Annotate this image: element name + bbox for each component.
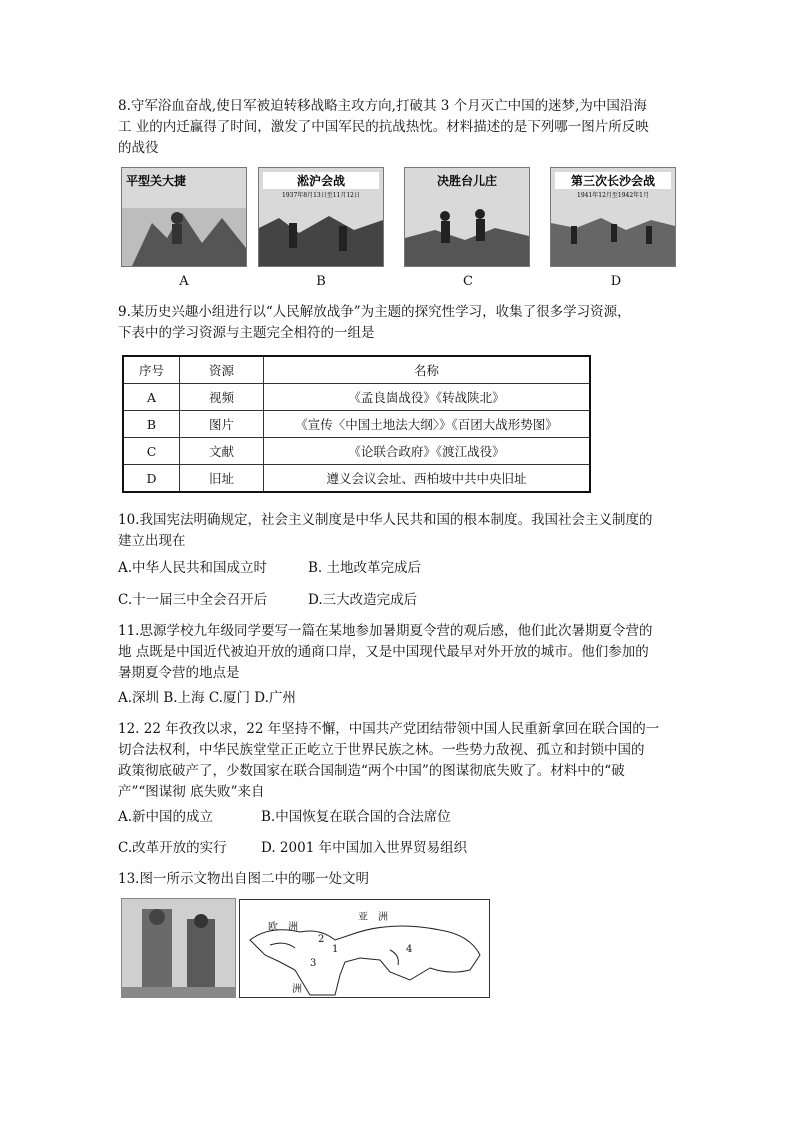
q10-option-b: B. 土地改革完成后	[308, 560, 422, 576]
table-header-row	[123, 356, 590, 384]
q12-options-row2	[118, 838, 467, 858]
question-12	[118, 719, 678, 803]
q8-line3: 的战役	[118, 140, 159, 156]
battle-scene-c-image	[405, 168, 529, 266]
cell: 《孟良崮战役》《转战陕北》	[264, 384, 591, 411]
q10-option-d: D.三大改造完成后	[308, 592, 418, 608]
picture-d-title: 第三次长沙会战	[555, 172, 671, 189]
picture-a	[121, 167, 247, 267]
map-label-3: 3	[310, 958, 317, 969]
map-label-asia: 亚 洲	[358, 912, 388, 923]
picture-a-title: 平型关大捷	[126, 174, 187, 188]
map-label-4: 4	[406, 944, 413, 955]
table-row	[123, 438, 590, 465]
battle-scene-a-image	[122, 168, 246, 266]
question-11	[118, 621, 678, 684]
battle-scene-d-image	[551, 168, 675, 266]
q12-option-a: A.新中国的成立	[118, 809, 214, 825]
cell: 文献	[180, 438, 264, 465]
table-row	[123, 411, 590, 438]
q12-line3: 政策彻底破产了，少数国家在联合国制造“两个中国”的图谋彻底失败了。材料中的“破	[118, 763, 625, 779]
cell: 视频	[180, 384, 264, 411]
map-label-2: 2	[318, 934, 325, 945]
header-resource: 资源	[180, 356, 264, 384]
picture-d	[550, 167, 676, 267]
q12-line2: 切合法权利，中华民族堂堂正正屹立于世界民族之林。一些势力敌视、孤立和封锁中国的	[118, 742, 645, 758]
q11-line2: 地 点既是中国近代被迫开放的通商口岸，又是中国现代最早对外开放的城市。他们参加的	[118, 644, 649, 660]
q8-line2: 工 业的内迁赢得了时间，激发了中国军民的抗战热忱。材料描述的是下列哪一图片所反映	[118, 119, 649, 135]
q12-option-b: B.中国恢复在联合国的合法席位	[261, 809, 451, 825]
table-row	[123, 465, 590, 493]
picture-c-letter: C	[463, 274, 473, 289]
picture-d-subtitle: 1941年12月至1942年1月	[577, 192, 649, 199]
q11-line3: 暑期夏令营的地点是	[118, 665, 240, 681]
q10-options-row1	[118, 558, 421, 578]
cell: 《论联合政府》《渡江战役》	[264, 438, 591, 465]
cell: C	[123, 438, 180, 465]
q10-options-row2	[118, 590, 417, 610]
picture-b	[258, 167, 384, 267]
cell: B	[123, 411, 180, 438]
q12-option-d: D. 2001 年中国加入世界贸易组织	[261, 840, 468, 856]
map-label-1: 1	[332, 944, 339, 955]
battle-scene-b-image	[259, 168, 383, 266]
header-index: 序号	[123, 356, 180, 384]
q12-option-c: C.改革开放的实行	[118, 840, 227, 856]
cell: 旧址	[180, 465, 264, 493]
cell: 图片	[180, 411, 264, 438]
q12-line1: 12. 22 年孜孜以求，22 年坚持不懈，中国共产党团结带领中国人民重新拿回在联合国的一	[118, 721, 660, 737]
picture-b-letter: B	[316, 274, 326, 289]
question-9	[118, 302, 678, 344]
question-10	[118, 510, 678, 552]
q10-option-a: A.中华人民共和国成立时	[118, 560, 268, 576]
question-8	[118, 96, 678, 159]
q10-option-c: C.十一届三中全会召开后	[118, 592, 268, 608]
picture-c	[404, 167, 530, 267]
q8-line1: 8.守军浴血奋战,使日军被迫转移战略主攻方向,打破其 3 个月灭亡中国的迷梦,为中国沿海	[118, 98, 647, 114]
map-label-africa: 洲	[292, 984, 302, 995]
picture-d-letter: D	[610, 274, 622, 289]
table-row	[123, 384, 590, 411]
cell: 遵义会议会址、西柏坡中共中央旧址	[264, 465, 591, 493]
q10-line1: 10.我国宪法明确规定，社会主义制度是中华人民共和国的根本制度。我国社会主义制度的	[118, 512, 653, 528]
header-name: 名称	[264, 356, 591, 384]
question-13	[118, 869, 678, 890]
cell: A	[123, 384, 180, 411]
picture-b-subtitle: 1937年8月13日至11月12日	[282, 192, 360, 199]
q10-line2: 建立出现在	[118, 533, 186, 549]
picture-b-title: 淞沪会战	[263, 172, 379, 189]
q9-line2: 下表中的学习资源与主题完全相符的一组是	[118, 325, 375, 341]
q11-options: A.深圳 B.上海 C.厦门 D.广州	[118, 690, 296, 706]
q12-options-row1	[118, 807, 451, 827]
q11-line1: 11.思源学校九年级同学要写一篇在某地参加暑期夏令营的观后感，他们此次暑期夏令营的	[118, 623, 653, 639]
cell: D	[123, 465, 180, 493]
cell: 《宣传〈中国土地法大纲〉》《百团大战形势图》	[264, 411, 591, 438]
q9-line1: 9.某历史兴趣小组进行以“人民解放战争”为主题的探究性学习，收集了很多学习资源，	[118, 304, 631, 320]
resources-table	[122, 355, 591, 493]
q12-line4: 产”“图谋彻 底失败”来自	[118, 784, 265, 800]
stele-relief-image	[122, 899, 235, 997]
figure-1-artifact-image	[121, 898, 236, 998]
figure-2-world-map	[239, 899, 490, 998]
picture-a-letter: A	[179, 274, 189, 289]
picture-c-title: 决胜台儿庄	[436, 174, 497, 188]
q13-line1: 13.图一所示文物出自图二中的哪一处文明	[118, 871, 369, 887]
map-label-europe: 欧 洲	[268, 922, 298, 933]
